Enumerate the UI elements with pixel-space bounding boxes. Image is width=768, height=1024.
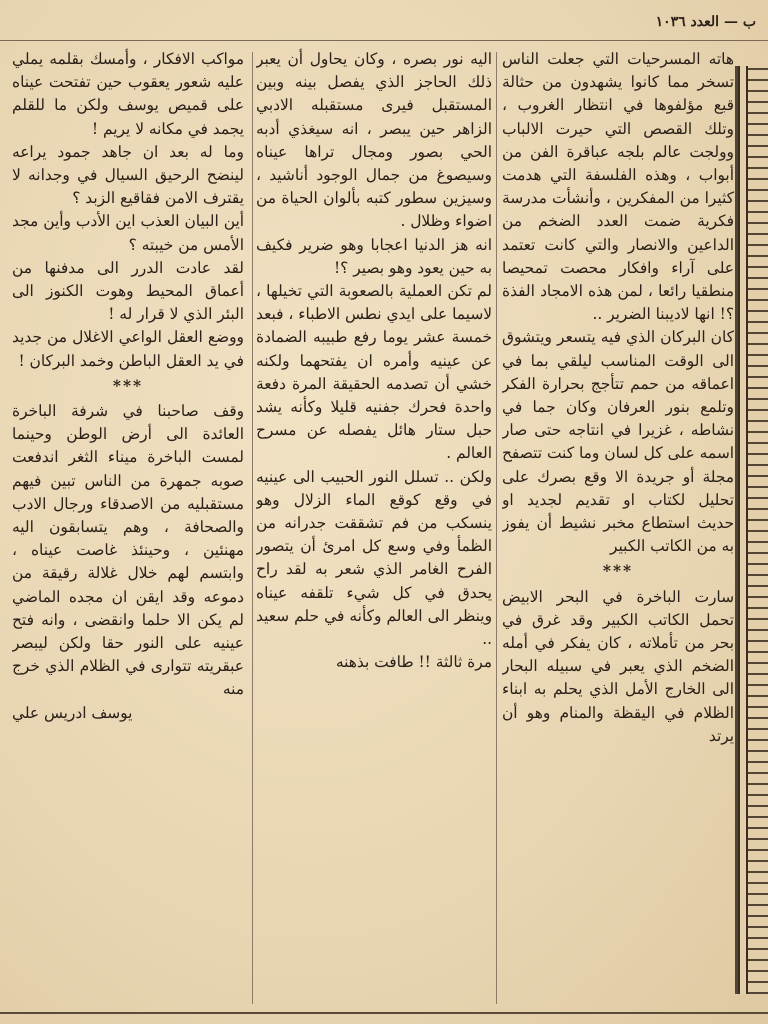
paragraph: وقف صاحبنا في شرفة الباخرة العائدة الى أرض الوطن وحينما لمست الباخرة ميناء الثغر اندفعت صوبه جمهرة من الناس تبين فيهم مستقبليه من الاصدقاء ورجال الادب والصحافة ، وهم يتسابقون اليه مهنئين ، وحينئذ غاصت عيناه ، وابتسم لهم خلال غلالة رقيقة من دموعه وقد ايقن ان مجده الماضي لم يكن الا حلما وانقضى ، وانه فتح عينيه على النور حقا ولكن ليبصر عبقريته تتوارى في الظلام الذي خرج منه — [12, 402, 244, 699]
paragraph: مواكب الافكار ، وأمسك بقلمه يملي عليه شعور يعقوب حين تفتحت عيناه على قميص يوسف ولكن ما للقلم يجمد في مكانه لا يريم ! — [12, 50, 244, 138]
header-separator: — — [723, 14, 738, 30]
paragraph: ولكن .. تسلل النور الحبيب الى عينيه في وقع كوقع الماء الزلال وهو ينسكب من فم تشققت جدرانه من الظمأ وفي وسع كل امرئ أن يتصور الفرح الغامر الذي شعر به لقد راح يحدق في كل شيء تلقفه عيناه وينظر الى العالم وكأنه في حلم سعيد .. — [256, 467, 492, 649]
column-right — [502, 48, 734, 1006]
bottom-rule — [0, 1012, 768, 1014]
paragraph: لقد عادت الدرر الى مدفنها من أعماق المحيط وهوت الكنوز الى البئر الذي لا قرار له ! — [12, 258, 244, 324]
paragraph: لم تكن العملية بالصعوبة التي تخيلها ، لاسيما على ايدي نطس الاطباء ، فبعد خمسة عشر يوما رفع طبيبه الضمادة عن عينيه وأمره ان يفتحهما ولكنه خشي أن تصدمه الحقيقة المرة دفعة واحدة فحرك جفنيه قليلا وكأنه يشد حبل ستار هائل يفصله عن مسرح العالم . — [256, 282, 492, 463]
issue-number — [656, 14, 756, 30]
paragraph: اليه نور بصره ، وكان يحاول أن يعبر ذلك الحاجز الذي يفصل بينه وبين المستقبل فيرى مستقبله الادبي الزاهر حين يبصر ، انه سيغذي أدبه الحي بصور ومجال تراها عيناه وسيصوغ من جمال الوجود أناشيد ، وسيزين سطور كتبه بألوان الحياة من اضواء وظلال . — [256, 50, 492, 231]
article-columns — [8, 48, 738, 1006]
paragraph: كان البركان الذي فيه يتسعر ويتشوق الى الوقت المناسب ليلقي بما في اعماقه من حمم تتأجج بحرارة الفكر وتلمع بنور العرفان وكان جما في نشاطه ، غزيرا في انتاجه حتى صار اسمه على كل لسان وما كنت تتصفح مجلة أو جريدة الا وقع بصرك على تحليل لكتاب او تقديم لجديد او حديث استطاع مخبر نشيط أن يفوز به من الكاتب الكبير — [502, 328, 734, 556]
paragraph: وما له بعد ان جاهد جمود يراعه لينضح الرحيق السيال في وجدانه لا يقترف الامن فقاقيع الزبد ؟ — [12, 142, 244, 208]
decorative-border-inner — [738, 66, 748, 994]
paragraph: أين البيان العذب اين الأدب وأين مجد الأمس من خيبته ؟ — [12, 212, 244, 254]
author-signature: يوسف ادريس علي — [12, 703, 133, 722]
issue-label: العدد ١٠٣٦ — [655, 14, 720, 30]
page-header — [0, 6, 768, 36]
paragraph: سارت الباخرة في البحر الابيض تحمل الكاتب الكبير وقد غرق في بحر من تأملاته ، كان يفكر في أمله الضخم الذي يعبر في سبيله البحار الى الخارج الأمل الذي يحلم به ابناء الظلام في اليقظة والمنام وهو أن يرتد — [502, 587, 734, 745]
section-separator: *** — [602, 562, 634, 581]
header-rule — [0, 40, 768, 41]
header-fragment: ب — [742, 14, 756, 30]
paragraph: مرة ثالثة !! طافت بذهنه — [335, 653, 492, 672]
paragraph: انه هز الدنيا اعجابا وهو ضرير فكيف به حين يعود وهو بصير ؟! — [256, 235, 492, 277]
paragraph: ووضع العقل الواعي الاغلال من جديد في يد العقل الباطن وخمد البركان ! — [12, 328, 244, 370]
paragraph: هاته المسرحيات التي جعلت الناس تسخر مما كانوا يشهدون من حثالة قبع مؤلفوها في انتظار الغروب ، وتلك القصص التي حيرت الالباب وولجت عالم بلجه عباقرة الفن من أبواب ، وهذه الفلسفة التي هدمت كثيرا من المفكرين ، وأنشأت مدرسة فكرية ضمت العدد الضخم من الداعين والانصار والتي كانت تعتمد على آراء وافكار محصت تمحيصا منطقيا رائعا ، لمن هذه الامجاد الفذة ؟! انها لاديبنا الضرير .. — [502, 50, 734, 324]
section-separator: *** — [112, 376, 144, 395]
column-middle — [256, 48, 492, 1006]
column-left — [12, 48, 244, 1006]
